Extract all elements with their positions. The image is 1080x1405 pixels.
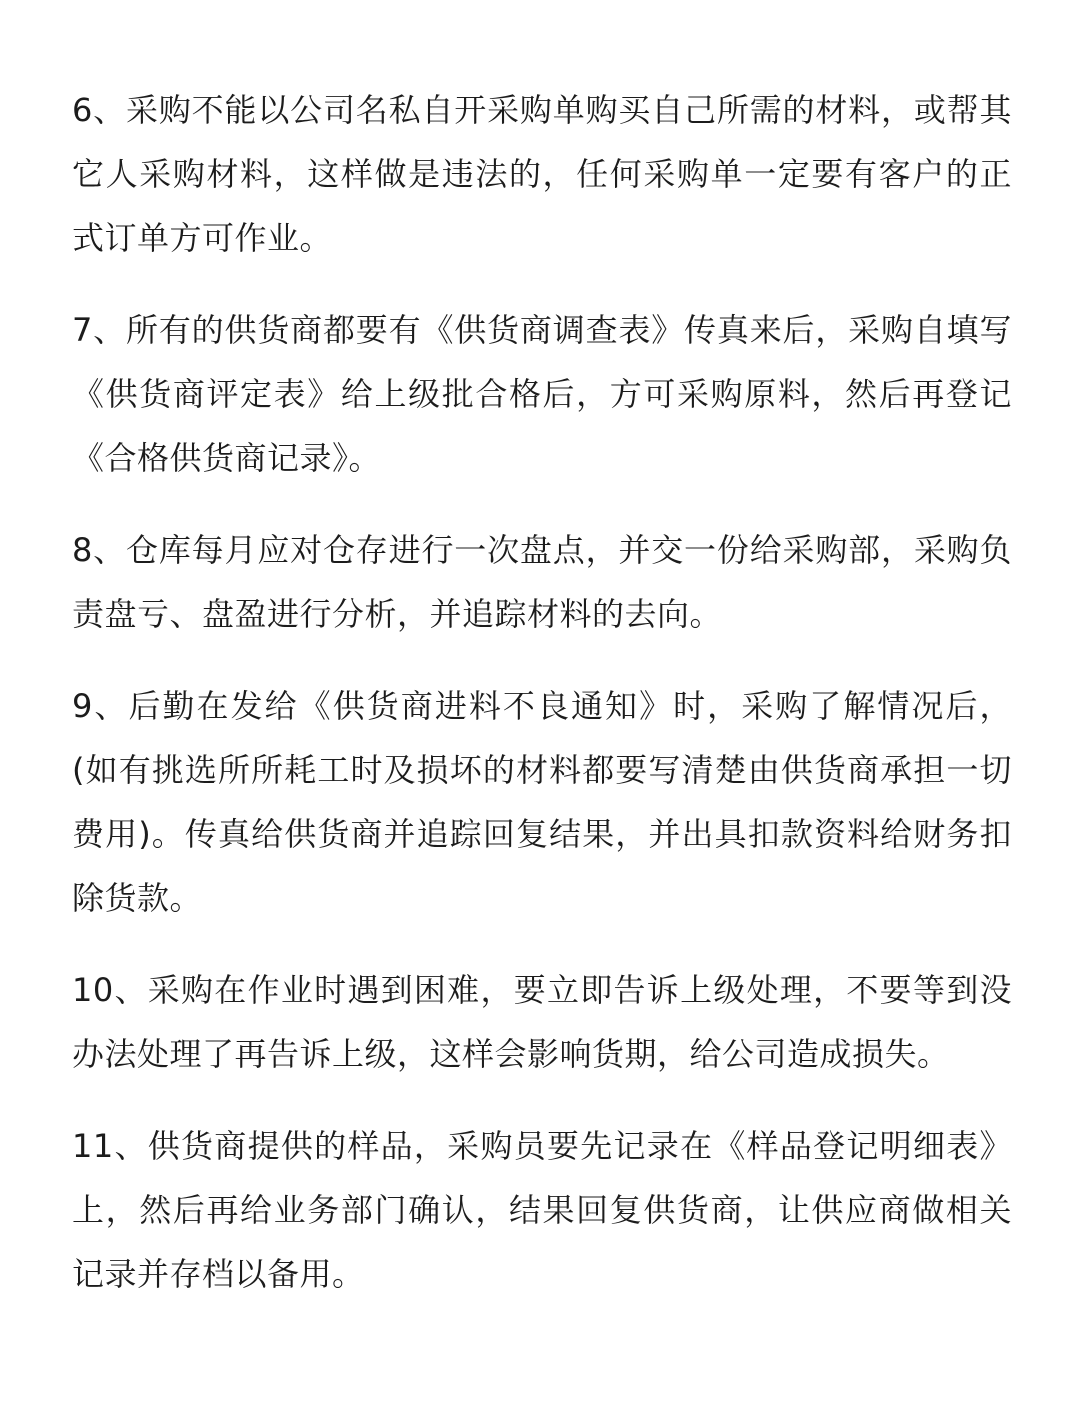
paragraph-item-9: 9、后勤在发给《供货商进料不良通知》时，采购了解情况后，(如有挑选所所耗工时及损坏的材料都要写清楚由供货商承担一切费用)。传真给供货商并追踪回复结果，并出具扣款资料给财务扣除货款。 <box>72 687 1012 917</box>
paragraph-item-11: 11、供货商提供的样品，采购员要先记录在《样品登记明细表》上，然后再给业务部门确认，结果回复供货商，让供应商做相关记录并存档以备用。 <box>72 1127 1012 1293</box>
paragraph-item-6: 6、采购不能以公司名私自开采购单购买自己所需的材料，或帮其它人采购材料，这样做是违法的，任何采购单一定要有客户的正式订单方可作业。 <box>72 91 1012 257</box>
paragraph-item-10: 10、采购在作业时遇到困难，要立即告诉上级处理，不要等到没办法处理了再告诉上级，这样会影响货期，给公司造成损失。 <box>72 971 1012 1073</box>
paragraph-item-7: 7、所有的供货商都要有《供货商调查表》传真来后，采购自填写《供货商评定表》给上级批合格后，方可采购原料，然后再登记《合格供货商记录》。 <box>72 311 1012 477</box>
paragraph-item-8: 8、仓库每月应对仓存进行一次盘点，并交一份给采购部，采购负责盘亏、盘盈进行分析，并追踪材料的去向。 <box>72 531 1012 633</box>
